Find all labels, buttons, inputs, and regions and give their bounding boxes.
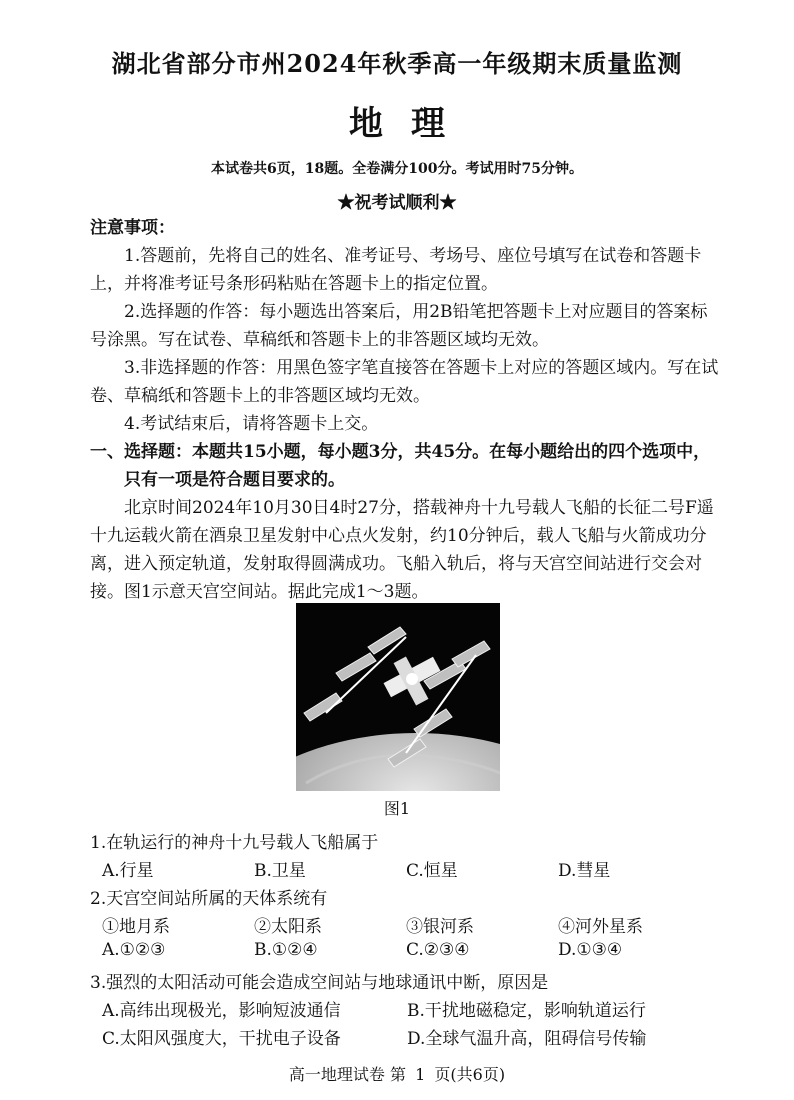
section-title: 一、选择题：本题共15小题，每小题3分，共45分。在每小题给出的四个选项中，只有一项是符合题目要求的。	[90, 442, 711, 490]
question-2-stem: 2.天宫空间站所属的天体系统有	[90, 889, 328, 909]
footer-suffix: 页(共6页)	[434, 1065, 506, 1084]
option-a: A.行星	[102, 861, 154, 881]
question-1-stem: 1.在轨运行的神舟十九号载人飞船属于	[90, 833, 379, 853]
statement-3: ③银河系	[406, 917, 474, 937]
notice-heading: 注意事项：	[90, 218, 175, 238]
paper-info: 本试卷共6页，18题。全卷满分100分。考试用时75分钟。	[211, 161, 583, 177]
option-b: B.卫星	[254, 861, 306, 881]
option-c: C.恒星	[406, 861, 458, 881]
statement-1: ①地月系	[102, 917, 170, 937]
option-a: A.①②③	[102, 940, 166, 960]
footer-page-number: 1	[415, 1065, 426, 1084]
space-station-figure	[296, 603, 500, 791]
subject-title: 地理	[349, 104, 473, 144]
statement-2: ②太阳系	[254, 917, 322, 937]
notice-section	[90, 214, 720, 606]
question-3-options-row-2	[102, 1024, 722, 1049]
option-b: B.①②④	[254, 940, 318, 960]
option-c: C.太阳风强度大，干扰电子设备	[102, 1029, 341, 1049]
option-b: B.干扰地磁稳定，影响轨道运行	[407, 1001, 646, 1021]
figure-caption: 图1	[383, 799, 411, 818]
notice-item: 2.选择题的作答：每小题选出答案后，用2B铅笔把答题卡上对应题目的答案标号涂黑。写在试卷、草稿纸和答题卡上的非答题区域均无效。	[90, 302, 708, 350]
footer-prefix: 高一地理试卷 第	[288, 1065, 407, 1084]
reading-passage: 北京时间2024年10月30日4时27分，搭载神舟十九号载人飞船的长征二号F遥十九运载火箭在酒泉卫星发射中心点火发射，约10分钟后，载人飞船与火箭成功分离，进入预定轨道，发射取得圆满成功。飞船入轨后，将与天宫空间站进行交会对接。图1示意天宫空间站。据此完成1～3题。	[90, 498, 714, 602]
option-c: C.②③④	[406, 940, 470, 960]
notice-item: 4.考试结束后，请将答题卡上交。	[124, 414, 379, 434]
option-d: D.①③④	[558, 940, 623, 960]
question-3-options-row-1	[102, 996, 722, 1021]
notice-item: 3.非选择题的作答：用黑色签字笔直接答在答题卡上对应的答题区域内。写在试卷、草稿纸和答题卡上的非答题区域均无效。	[90, 358, 719, 406]
option-d: D.全球气温升高，阻碍信号传输	[407, 1029, 647, 1049]
question-1-options	[102, 856, 722, 881]
question-2-items	[102, 912, 722, 937]
exam-wish: ★祝考试顺利★	[337, 193, 457, 213]
option-a: A.高纬出现极光，影响短波通信	[102, 1001, 341, 1021]
question-3-stem: 3.强烈的太阳活动可能会造成空间站与地球通讯中断，原因是	[90, 973, 549, 993]
page-footer	[0, 1062, 794, 1085]
statement-4: ④河外星系	[558, 917, 643, 937]
notice-item: 1.答题前，先将自己的姓名、准考证号、考场号、座位号填写在试卷和答题卡上，并将准考证号条形码粘贴在答题卡上的指定位置。	[90, 246, 702, 294]
option-d: D.彗星	[558, 861, 611, 881]
question-2-options	[102, 940, 722, 960]
exam-title: 湖北省部分市州2024年秋季高一年级期末质量监测	[111, 49, 683, 78]
